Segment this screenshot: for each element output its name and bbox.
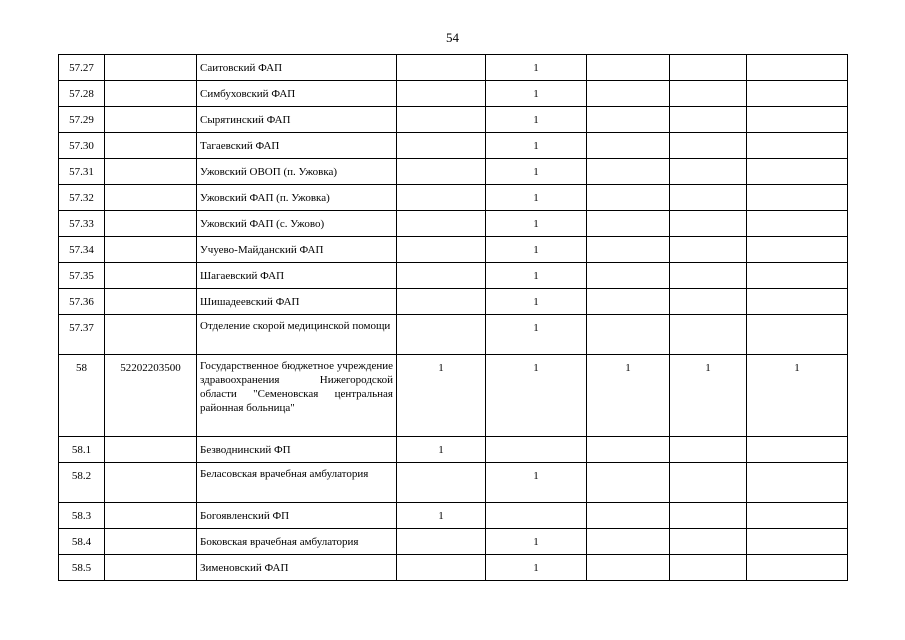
row-number-cell: 57.31 (59, 159, 105, 185)
value-col-5-cell (747, 289, 848, 315)
value-col-4-cell (670, 315, 747, 355)
value-col-2-cell: 1 (486, 355, 587, 437)
facility-name-cell: Учуево-Майданский ФАП (197, 237, 397, 263)
value-col-2-cell: 1 (486, 55, 587, 81)
value-col-2-cell: 1 (486, 211, 587, 237)
value-col-3-cell (587, 55, 670, 81)
value-col-3-cell (587, 437, 670, 463)
value-col-4-cell (670, 529, 747, 555)
value-col-4-cell (670, 463, 747, 503)
facility-name-cell: Симбуховский ФАП (197, 81, 397, 107)
value-col-2-cell: 1 (486, 159, 587, 185)
value-col-1-cell: 1 (397, 503, 486, 529)
facility-name-cell: Сырятинский ФАП (197, 107, 397, 133)
row-number-cell: 57.30 (59, 133, 105, 159)
table-row (59, 133, 848, 159)
row-number-cell: 57.29 (59, 107, 105, 133)
value-col-5-cell (747, 81, 848, 107)
code-cell (105, 81, 197, 107)
code-cell (105, 503, 197, 529)
facility-name-cell: Государственное бюджетное учреждение здравоохранения Нижегородской области "Семеновская центральная районная больница" (197, 355, 397, 437)
row-number-cell: 57.35 (59, 263, 105, 289)
code-cell (105, 55, 197, 81)
row-number-cell: 57.28 (59, 81, 105, 107)
value-col-4-cell (670, 437, 747, 463)
facility-name-cell: Саитовский ФАП (197, 55, 397, 81)
code-cell (105, 159, 197, 185)
facility-name-cell: Ужовский ОВОП (п. Ужовка) (197, 159, 397, 185)
value-col-5-cell (747, 107, 848, 133)
table-row (59, 159, 848, 185)
row-number-cell: 58 (59, 355, 105, 437)
table-row (59, 211, 848, 237)
value-col-1-cell (397, 529, 486, 555)
value-col-1-cell (397, 315, 486, 355)
value-col-2-cell: 1 (486, 463, 587, 503)
facility-name-cell: Ужовский ФАП (с. Ужово) (197, 211, 397, 237)
value-col-1-cell (397, 55, 486, 81)
code-cell (105, 555, 197, 581)
value-col-2-cell: 1 (486, 133, 587, 159)
row-number-cell: 57.34 (59, 237, 105, 263)
value-col-4-cell (670, 159, 747, 185)
value-col-1-cell (397, 211, 486, 237)
value-col-2-cell (486, 503, 587, 529)
value-col-5-cell (747, 503, 848, 529)
facility-name-cell: Ужовский ФАП (п. Ужовка) (197, 185, 397, 211)
value-col-1-cell (397, 107, 486, 133)
value-col-2-cell: 1 (486, 237, 587, 263)
row-number-cell: 58.3 (59, 503, 105, 529)
value-col-2-cell: 1 (486, 529, 587, 555)
row-number-cell: 58.5 (59, 555, 105, 581)
code-cell (105, 133, 197, 159)
value-col-4-cell (670, 555, 747, 581)
value-col-3-cell (587, 159, 670, 185)
value-col-3-cell (587, 211, 670, 237)
table-row (59, 355, 848, 437)
page-number: 54 (446, 30, 459, 45)
facility-name-cell: Богоявленский ФП (197, 503, 397, 529)
value-col-5-cell (747, 159, 848, 185)
row-number-cell: 57.37 (59, 315, 105, 355)
value-col-4-cell (670, 237, 747, 263)
value-col-4-cell (670, 107, 747, 133)
table-row (59, 315, 848, 355)
row-number-cell: 57.36 (59, 289, 105, 315)
value-col-1-cell (397, 263, 486, 289)
facility-name-cell: Шагаевский ФАП (197, 263, 397, 289)
value-col-1-cell: 1 (397, 437, 486, 463)
value-col-1-cell (397, 159, 486, 185)
value-col-2-cell: 1 (486, 81, 587, 107)
value-col-4-cell (670, 289, 747, 315)
table-row (59, 55, 848, 81)
value-col-3-cell (587, 263, 670, 289)
code-cell (105, 463, 197, 503)
row-number-cell: 57.27 (59, 55, 105, 81)
value-col-3-cell (587, 503, 670, 529)
value-col-5-cell (747, 529, 848, 555)
facility-name-cell: Зименовский ФАП (197, 555, 397, 581)
table-row (59, 185, 848, 211)
value-col-1-cell (397, 463, 486, 503)
value-col-4-cell (670, 263, 747, 289)
code-cell (105, 263, 197, 289)
value-col-2-cell: 1 (486, 107, 587, 133)
code-cell (105, 289, 197, 315)
value-col-3-cell (587, 107, 670, 133)
value-col-3-cell (587, 81, 670, 107)
value-col-3-cell (587, 133, 670, 159)
value-col-5-cell (747, 555, 848, 581)
table-row (59, 107, 848, 133)
code-cell (105, 237, 197, 263)
value-col-1-cell (397, 289, 486, 315)
value-col-1-cell (397, 133, 486, 159)
value-col-1-cell (397, 237, 486, 263)
table-row (59, 555, 848, 581)
table-row (59, 503, 848, 529)
value-col-5-cell (747, 437, 848, 463)
facility-name-cell: Шишадеевский ФАП (197, 289, 397, 315)
table-row (59, 529, 848, 555)
value-col-4-cell: 1 (670, 355, 747, 437)
row-number-cell: 58.1 (59, 437, 105, 463)
value-col-1-cell: 1 (397, 355, 486, 437)
value-col-4-cell (670, 55, 747, 81)
value-col-3-cell (587, 555, 670, 581)
code-cell (105, 315, 197, 355)
value-col-3-cell (587, 185, 670, 211)
value-col-4-cell (670, 133, 747, 159)
facility-name-cell: Беласовская врачебная амбулатория (197, 463, 397, 503)
value-col-3-cell (587, 315, 670, 355)
value-col-5-cell (747, 237, 848, 263)
code-cell (105, 529, 197, 555)
row-number-cell: 58.2 (59, 463, 105, 503)
value-col-2-cell: 1 (486, 289, 587, 315)
code-cell (105, 437, 197, 463)
table-row (59, 237, 848, 263)
code-cell: 52202203500 (105, 355, 197, 437)
value-col-5-cell (747, 185, 848, 211)
facility-name-cell: Боковская врачебная амбулатория (197, 529, 397, 555)
value-col-4-cell (670, 81, 747, 107)
value-col-3-cell (587, 529, 670, 555)
code-cell (105, 185, 197, 211)
row-number-cell: 57.33 (59, 211, 105, 237)
value-col-1-cell (397, 185, 486, 211)
value-col-3-cell (587, 463, 670, 503)
value-col-2-cell (486, 437, 587, 463)
table-row (59, 289, 848, 315)
row-number-cell: 58.4 (59, 529, 105, 555)
value-col-3-cell (587, 237, 670, 263)
table-row (59, 463, 848, 503)
value-col-2-cell: 1 (486, 185, 587, 211)
value-col-2-cell: 1 (486, 263, 587, 289)
value-col-3-cell (587, 289, 670, 315)
value-col-5-cell (747, 55, 848, 81)
row-number-cell: 57.32 (59, 185, 105, 211)
value-col-4-cell (670, 185, 747, 211)
table-row (59, 81, 848, 107)
value-col-1-cell (397, 81, 486, 107)
code-cell (105, 107, 197, 133)
value-col-4-cell (670, 503, 747, 529)
facility-name-cell: Безводнинский ФП (197, 437, 397, 463)
value-col-5-cell: 1 (747, 355, 848, 437)
table-row (59, 437, 848, 463)
facilities-table (58, 54, 848, 581)
facility-name-cell: Отделение скорой медицинской помощи (197, 315, 397, 355)
table-row (59, 263, 848, 289)
value-col-5-cell (747, 263, 848, 289)
value-col-5-cell (747, 211, 848, 237)
facility-name-cell: Тагаевский ФАП (197, 133, 397, 159)
code-cell (105, 211, 197, 237)
value-col-2-cell: 1 (486, 555, 587, 581)
value-col-1-cell (397, 555, 486, 581)
value-col-2-cell: 1 (486, 315, 587, 355)
value-col-3-cell: 1 (587, 355, 670, 437)
value-col-5-cell (747, 463, 848, 503)
value-col-4-cell (670, 211, 747, 237)
value-col-5-cell (747, 315, 848, 355)
value-col-5-cell (747, 133, 848, 159)
